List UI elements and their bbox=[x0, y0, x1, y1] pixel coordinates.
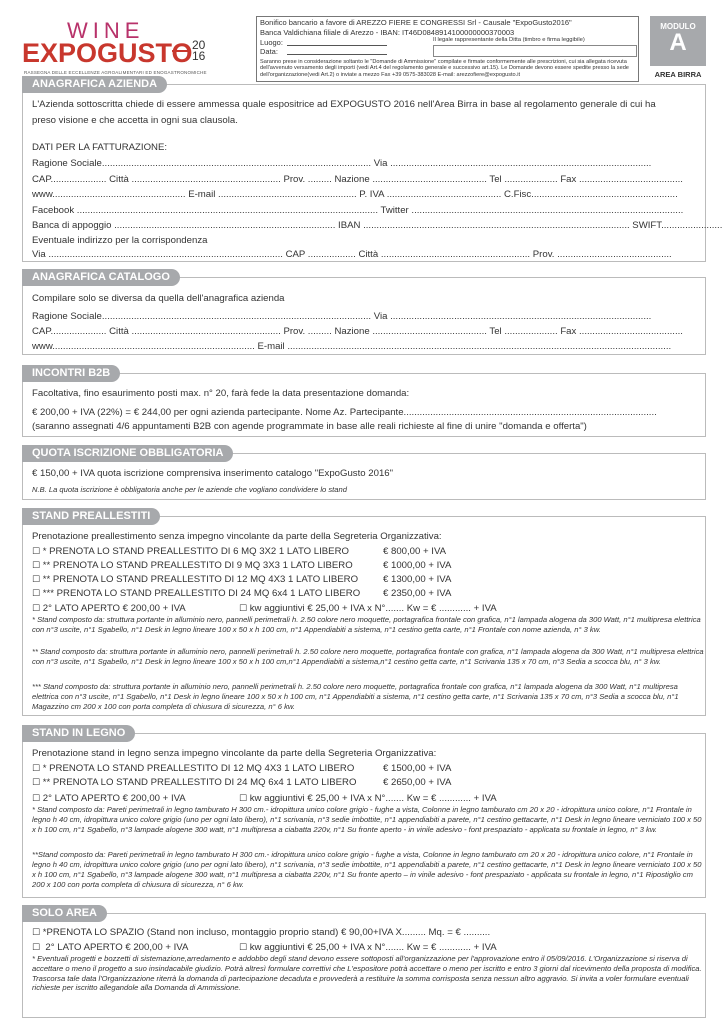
wine-expogusto-logo bbox=[22, 18, 222, 78]
stand-note-3: *** Stand composto da: struttura portante in alluminio nero, pannelli perimetrali h. 2.50 colore nero moquette, portagrafica frontale con grafica, n°1 lampada alogena da 300 Watt, n°1 multipresa elettrica con n°3 uscite, n°1 Sgabello, n°1 Desk in legno lineare 100 x 50 x h 100 cm, n°1 Appendiabiti a sistema, n°1 cestino getta carte, n°1 Scrivania 135 x 70 cm, n°3 Sedia a scocca blu, n°1 Magazzino cm 200 x 100 con porta completa di chiusura di sicurezza, n° 6 kw. bbox=[32, 682, 679, 711]
logo-tagline: RASSEGNA DELLE ECCELLENZE AGROALIMENTARI ED ENOGASTRONOMICHE bbox=[24, 70, 207, 75]
field-row-www[interactable]: www.................................................. E-mail .................................................... P. IVA ........................................... C.Fisc....................................................... bbox=[32, 189, 678, 200]
section-anagrafica-catalogo bbox=[22, 271, 706, 355]
quota-line: € 150,00 + IVA quota iscrizione comprensiva inserimento catalogo "ExpoGusto 2016" bbox=[32, 468, 394, 479]
logo-year: 20 16 bbox=[192, 38, 206, 63]
corrispondenza-label: Eventuale indirizzo per la corrispondenza bbox=[32, 235, 208, 246]
legno-intro: Prenotazione stand in legno senza impegno vincolante da parte della Segreteria Organizzativa: bbox=[32, 748, 437, 759]
section-title: SOLO AREA bbox=[22, 905, 107, 922]
section-title: INCONTRI B2B bbox=[22, 365, 120, 382]
section-title: STAND PREALLESTITI bbox=[22, 508, 160, 525]
stand-option[interactable]: ☐ * PRENOTA LO STAND PREALLESTITO DI 12 MQ 4X3 1 LATO LIBERO bbox=[32, 763, 355, 774]
stand-price: € 2350,00 + IVA bbox=[383, 588, 452, 599]
stand-price: € 1500,00 + IVA bbox=[383, 763, 452, 774]
stand-option[interactable]: ☐ ** PRENOTA LO STAND PREALLESTITO DI 9 MQ 3X3 1 LATO LIBERO bbox=[32, 560, 353, 571]
field-row-www[interactable]: www............................................................................ E-mail ................................................................................................................................................ bbox=[32, 341, 672, 352]
checkbox-icon[interactable]: ☐ bbox=[32, 561, 41, 571]
bank-instructions: Saranno prese in considerazione soltanto le "Domande di Ammissione" compilate e firmate conformemente alle prescrizioni, cui sia allegata ricevuta dell'avvenuto versamento degli importi (vedi Art.4 del regolamento generale e successivo art.15). Le Domande devono essere spedite presso la sede dell'organizzazione(vedi Art.2) o inviate a mezzo Fax +39 0575-383028 E-mail: arezzofiere@expogusto.it bbox=[260, 59, 629, 78]
luogo-label: Luogo: bbox=[260, 38, 283, 47]
logo-wine: WINE bbox=[67, 18, 145, 43]
checkbox-icon[interactable]: ☐ bbox=[239, 604, 248, 614]
lato-aperto-option[interactable]: ☐ 2° LATO APERTO € 200,00 + IVA bbox=[32, 942, 189, 953]
stand-price: € 1300,00 + IVA bbox=[383, 574, 452, 585]
checkbox-icon[interactable]: ☐ bbox=[32, 575, 41, 585]
field-row-facebook[interactable]: Facebook ................................................................................................................. Twitter ...................................................................................................... bbox=[32, 205, 684, 216]
data-label: Data: bbox=[260, 47, 278, 56]
stand-note-2: ** Stand composto da: struttura portante in alluminio nero, pannelli perimetrali h. 2.50 colore nero moquette, portagrafica frontale con grafica, n°1 lampada alogena da 300 Watt, n°1 multipresa elettrica con n°3 uscite, n°1 Sgabello, n°1 Desk in legno lineare 100 x 50 x h 100 cm,n°1 Appendiabiti a sistema,n°1 cestino getta carte, n°1 Scrivania 135 x 70 cm, n°3 Sedia a scocca blu, n° 3 kw. bbox=[32, 647, 704, 666]
catalogo-intro: Compilare solo se diversa da quella dell'anagrafica azienda bbox=[32, 293, 285, 304]
stand-price: € 800,00 + IVA bbox=[383, 546, 447, 557]
lato-aperto-option[interactable]: ☐ 2° LATO APERTO € 200,00 + IVA bbox=[32, 603, 186, 614]
checkbox-icon[interactable]: ☐ bbox=[32, 589, 41, 599]
checkbox-icon[interactable]: ☐ bbox=[32, 928, 41, 938]
field-row-banca[interactable]: Banca di appoggio ................................................................................... IBAN .................................................................................................... SWIFT....................... bbox=[32, 220, 723, 231]
section-incontri-b2b bbox=[22, 367, 706, 437]
field-row-ragione-sociale[interactable]: Ragione Sociale..................................................................................................... Via .................................................................................................. bbox=[32, 311, 652, 322]
solo-area-note: * Eventuali progetti e bozzetti di sistemazione,arredamento e addobbo degli stand devono essere sottoposti all'organizzazione per l'approvazione entro il 05/09/2016. L'Organizzazione si riserva di accettare o meno il progetto a suo insindacabile giudizio. Potrà altresì formulare correttivi che L'espositore potrà accettare o meno per iscritto e entro 3 giorni dal ricevimento della proposta di modifica. Trascorsa tale data l'Organizzazione riterrà la domanda di partecipazione decaduta e provvederà a restituire la somma corrisposta senza nessun altro aggravio. Si invita a voler formulare eventuali richieste per iscritto allegandole alla Domanda di Ammissione. bbox=[32, 954, 702, 993]
modulo-badge bbox=[650, 16, 706, 66]
checkbox-icon[interactable]: ☐ bbox=[239, 943, 248, 953]
area-label: AREA BIRRA bbox=[654, 70, 702, 79]
section-anagrafica-azienda bbox=[22, 78, 723, 262]
checkbox-icon[interactable]: ☐ bbox=[32, 794, 41, 804]
signature-field[interactable] bbox=[433, 45, 637, 57]
spazio-option[interactable]: ☐ *PRENOTA LO SPAZIO (Stand non incluso, montaggio proprio stand) € 90,00+IVA X......... Mq. = € .......... bbox=[32, 927, 491, 938]
checkbox-icon[interactable]: ☐ bbox=[32, 547, 41, 557]
lato-aperto-option[interactable]: ☐ 2° LATO APERTO € 200,00 + IVA bbox=[32, 793, 186, 804]
intro-line-2: preso visione e che accetta in ogni sua clausola. bbox=[32, 115, 238, 126]
section-solo-area bbox=[22, 907, 706, 1018]
b2b-line-3: (saranno assegnati 4/6 appuntamenti B2B con agende programmate in base alle reali richieste al fine di unire "domanda e offerta") bbox=[32, 421, 587, 432]
field-row-cap[interactable]: CAP..................... Città ........................................................ Prov. ......... Nazione ........................................... Tel .................... Fax ....................................... bbox=[32, 326, 683, 337]
field-row-cap[interactable]: CAP..................... Città ........................................................ Prov. ......... Nazione ........................................... Tel .................... Fax ....................................... bbox=[32, 174, 683, 185]
section-stand-legno bbox=[22, 727, 706, 898]
section-stand-preallestiti bbox=[22, 510, 706, 716]
stand-price: € 2650,00 + IVA bbox=[383, 777, 452, 788]
section-quota-iscrizione bbox=[22, 447, 706, 500]
bank-info-box bbox=[256, 16, 639, 82]
kw-option[interactable]: ☐ kw aggiuntivi € 25,00 + IVA x N°....... Kw = € ............ + IVA bbox=[239, 793, 497, 804]
stand-note-1: * Stand composto da: struttura portante in alluminio nero, pannelli perimetrali h. 2.50 colore nero moquette, portagrafica frontale con grafica, n°1 lampada alogena da 300 Watt, n°1 multipresa elettrica con n°3 uscite, n°1 Sgabello, n°1 Desk in legno lineare 100 x 50 x h 100 cm, n°1 Appendiabiti a sistema, n°1 cestino getta carte, n°1 Frontale con nome azienda, n° 3 kw. bbox=[32, 615, 701, 634]
b2b-line-2[interactable]: € 200,00 + IVA (22%) = € 244,00 per ogni azienda partecipante. Nome Az. Partecipante............................................................................................... bbox=[32, 407, 657, 418]
intro-line-1: L'Azienda sottoscritta chiede di essere ammessa quale espositrice ad EXPOGUSTO 2016 nell'Area Birra in base al regolamento generale di cui ha bbox=[32, 99, 656, 110]
checkbox-icon[interactable]: ☐ bbox=[32, 764, 41, 774]
section-title: ANAGRAFICA CATALOGO bbox=[22, 269, 180, 286]
bank-line-2: Banca Valdichiana filiale di Arezzo - IBAN: IT46D0848914100000000370003 bbox=[260, 28, 515, 37]
fatturazione-label: DATI PER LA FATTURAZIONE: bbox=[32, 142, 168, 153]
section-title: QUOTA ISCRIZIONE OBBLIGATORIA bbox=[22, 445, 233, 462]
legno-note-2: **Stand composto da: Pareti perimetrali in legno tamburato H 300 cm.- idropittura unico colore grigio - fughe a vista, Colonne in legno tamburato cm 20 x 20 - idropittura unico colore, n°1 Frontale in legno h 40 cm, idropittura unico colore grigio (uno per ogni lato libero), n°1 scrivania, n°3 sedie imbottite, n°1 appendiabiti a parete, n°1 cestino gettacarte, n°1 Desk in legno lineare verniciato 100 x 50 x h 100 cm, n°1 Sgabello, n°3 lampade alogene 300 watt, n°1 multipresa a ciabatta 220v, n°1 Su fronte aperto – in vinile adesivo - font prespaziato - applicata su frontale in legno, n°1 Ripostiglio cm 200 x 100 con porta completa di chiusura di sicurezza, n° 6 kw. bbox=[32, 850, 702, 889]
stand-option[interactable]: ☐ * PRENOTA LO STAND PREALLESTITO DI 6 MQ 3X2 1 LATO LIBERO bbox=[32, 546, 349, 557]
stand-option[interactable]: ☐ ** PRENOTA LO STAND PREALLESTITO DI 24 MQ 6x4 1 LATO LIBERO bbox=[32, 777, 357, 788]
stand-option[interactable]: ☐ *** PRENOTA LO STAND PREALLESTITO DI 24 MQ 6x4 1 LATO LIBERO bbox=[32, 588, 361, 599]
checkbox-icon[interactable]: ☐ bbox=[32, 778, 41, 788]
header bbox=[0, 0, 725, 82]
b2b-line-1: Facoltativa, fino esaurimento posti max. n° 20, farà fede la data presentazione domanda: bbox=[32, 388, 410, 399]
stand-option[interactable]: ☐ ** PRENOTA LO STAND PREALLESTITO DI 12 MQ 4X3 1 LATO LIBERO bbox=[32, 574, 359, 585]
kw-option[interactable]: ☐ kw aggiuntivi € 25,00 + IVA x N°....... Kw = € ............ + IVA bbox=[239, 603, 497, 614]
wine-glass-icon bbox=[172, 32, 188, 52]
legno-note-1: * Stand composto da: Pareti perimetrali in legno tamburato H 300 cm.- idropittura unico colore grigio - fughe a vista, Colonne in legno tamburato cm 20 x 20 - idropittura unico colore, n°1 Frontale in legno h 40 cm, idropittura unico colore grigio (uno per ogni lato libero), n°1 scrivania, n°3 sedie imbottite, n°1 appendiabiti a parete, n°1 cestino gettacarte, n°1 Desk in legno lineare verniciato 100 x 50 x h 100 cm, n°1 Sgabello, n°3 lampade alogene 300 watt, n°1 multipresa a ciabatta 220v, n°1 Su fronte aperto - in vinile adesivo - font prespaziato - applicata su frontale in legno, n° 3 kw. bbox=[32, 805, 702, 834]
stand-price: € 1000,00 + IVA bbox=[383, 560, 452, 571]
field-row-via[interactable]: Via ........................................................................................ CAP .................. Città ........................................................ Prov. ........................................... bbox=[32, 249, 672, 260]
data-field[interactable] bbox=[287, 54, 387, 55]
kw-option[interactable]: ☐ kw aggiuntivi € 25,00 + IVA x N°....... Kw = € ............ + IVA bbox=[239, 942, 497, 953]
bank-line-1: Bonifico bancario a favore di AREZZO FIERE E CONGRESSI Srl - Causale "ExpoGusto2016" bbox=[260, 18, 572, 27]
modulo-label: MODULO bbox=[660, 22, 696, 31]
modulo-letter: A bbox=[669, 29, 687, 56]
logo-expogusto: EXPOGUSTO bbox=[22, 38, 193, 68]
checkbox-icon[interactable]: ☐ bbox=[32, 943, 41, 953]
section-title: ANAGRAFICA AZIENDA bbox=[22, 76, 167, 93]
quota-note: N.B. La quota iscrizione è obbligatoria anche per le aziende che vogliano condividere lo stand bbox=[32, 485, 347, 494]
checkbox-icon[interactable]: ☐ bbox=[239, 794, 248, 804]
signature-label: Il legale rappresentante della Ditta (timbro e firma leggibile) bbox=[433, 37, 585, 43]
field-row-ragione-sociale[interactable]: Ragione Sociale..................................................................................................... Via .................................................................................................. bbox=[32, 158, 652, 169]
luogo-field[interactable] bbox=[287, 45, 387, 46]
checkbox-icon[interactable]: ☐ bbox=[32, 604, 41, 614]
section-title: STAND IN LEGNO bbox=[22, 725, 135, 742]
preallestiti-intro: Prenotazione preallestimento senza impegno vincolante da parte della Segreteria Organizzativa: bbox=[32, 531, 442, 542]
